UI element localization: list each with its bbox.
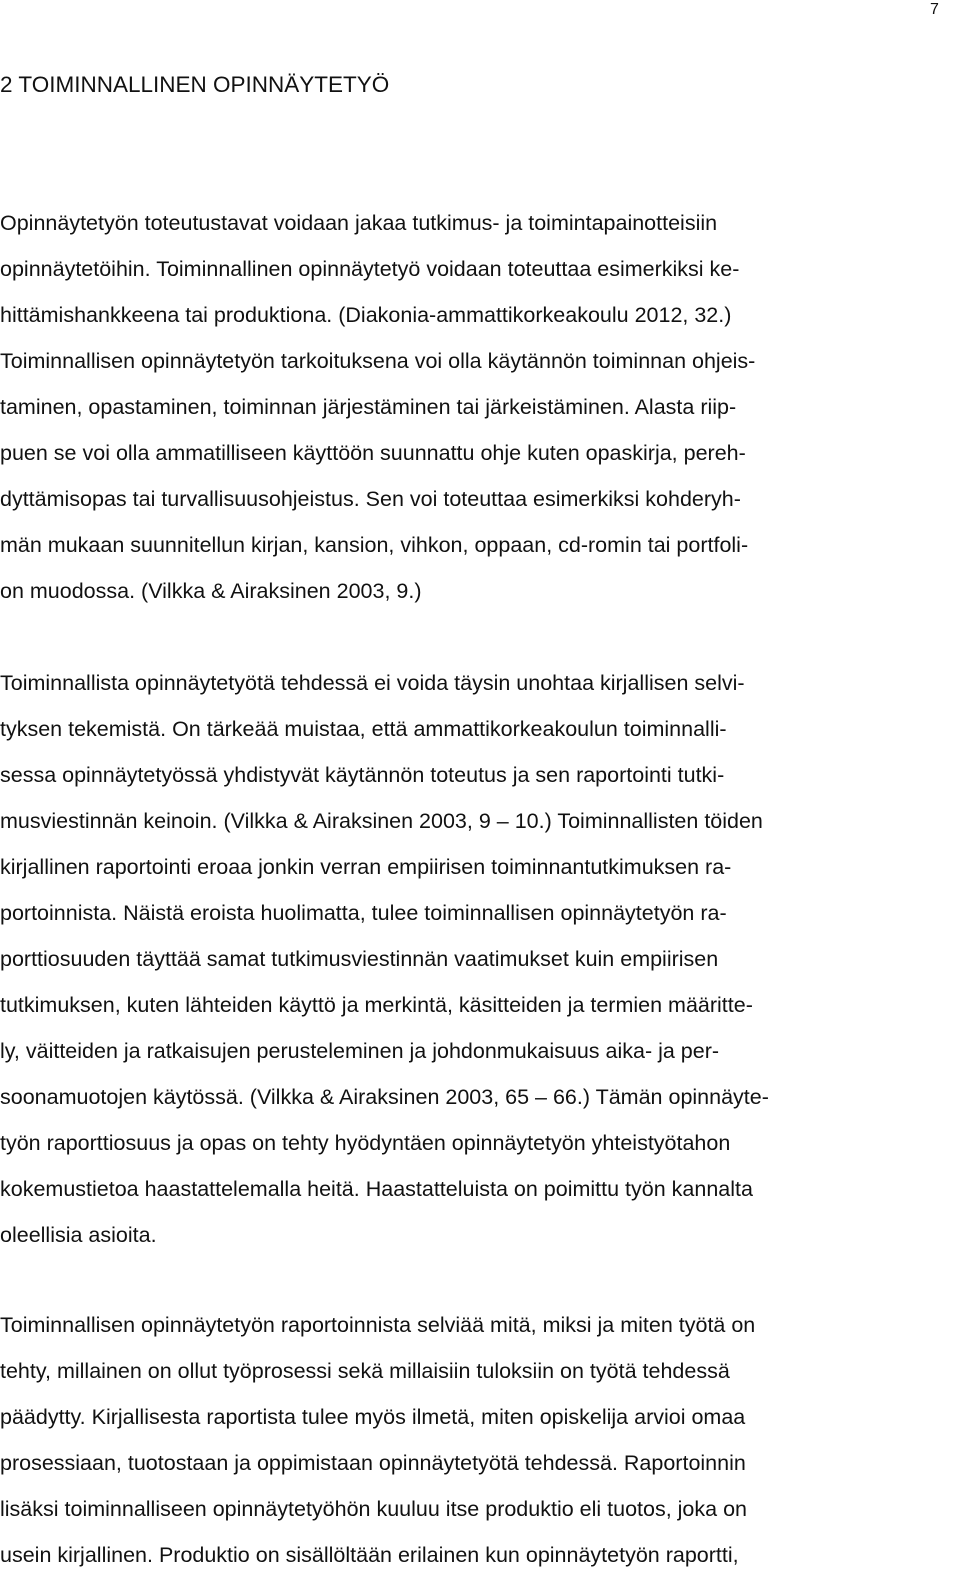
text-line: päädytty. Kirjallisesta raportista tulee myös ilmetä, miten opiskelija arvioi omaa [0,1405,746,1429]
text-line: on muodossa. (Vilkka & Airaksinen 2003, 9.) [0,579,422,603]
text-line: musviestinnän keinoin. (Vilkka & Airaksinen 2003, 9 – 10.) Toiminnallisten töiden [0,809,763,833]
text-line: työn raporttiosuus ja opas on tehty hyödyntäen opinnäytetyön yhteistyötahon [0,1131,731,1155]
text-line: kirjallinen raportointi eroaa jonkin verran empiirisen toiminnantutkimuksen ra- [0,855,732,879]
text-line: Toiminnallista opinnäytetyötä tehdessä ei voida täysin unohtaa kirjallisen selvi- [0,671,745,695]
text-line: tutkimuksen, kuten lähteiden käyttö ja merkintä, käsitteiden ja termien määritte- [0,993,753,1017]
text-line: oleellisia asioita. [0,1223,157,1247]
text-line: hittämishankkeena tai produktiona. (Diakonia-ammattikorkeakoulu 2012, 32.) [0,303,732,327]
text-line: porttiosuuden täyttää samat tutkimusviestinnän vaatimukset kuin empiirisen [0,947,719,971]
text-line: portoinnista. Näistä eroista huolimatta, tulee toiminnallisen opinnäytetyön ra- [0,901,727,925]
paragraph-2 [0,660,769,1258]
text-line: soonamuotojen käytössä. (Vilkka & Airaksinen 2003, 65 – 66.) Tämän opinnäyte- [0,1085,769,1109]
text-line: dyttämisopas tai turvallisuusohjeistus. Sen voi toteuttaa esimerkiksi kohderyh- [0,487,741,511]
text-line: tehty, millainen on ollut työprosessi sekä millaisiin tuloksiin on työtä tehdessä [0,1359,730,1383]
text-line: lisäksi toiminnalliseen opinnäytetyöhön kuuluu itse produktio eli tuotos, joka on [0,1497,747,1521]
text-line: puen se voi olla ammatilliseen käyttöön suunnattu ohje kuten opaskirja, pereh- [0,441,746,465]
text-line: män mukaan suunnitellun kirjan, kansion, vihkon, oppaan, cd-romin tai portfoli- [0,533,749,557]
text-line: ly, väitteiden ja ratkaisujen perusteleminen ja johdonmukaisuus aika- ja per- [0,1039,720,1063]
text-line: opinnäytetöihin. Toiminnallinen opinnäytetyö voidaan toteuttaa esimerkiksi ke- [0,257,740,281]
text-line: Opinnäytetyön toteutustavat voidaan jakaa tutkimus- ja toimintapainotteisiin [0,211,718,235]
text-line: Toiminnallisen opinnäytetyön tarkoituksena voi olla käytännön toiminnan ohjeis- [0,349,756,373]
text-line: taminen, opastaminen, toiminnan järjestäminen tai järkeistäminen. Alasta riip- [0,395,737,419]
paragraph-3 [0,1302,755,1578]
text-line: tyksen tekemistä. On tärkeää muistaa, että ammattikorkeakoulun toiminnalli- [0,717,727,741]
paragraph-1 [0,200,755,614]
chapter-heading: 2 TOIMINNALLINEN OPINNÄYTETYÖ [0,72,390,97]
text-line: usein kirjallinen. Produktio on sisällöltään erilainen kun opinnäytetyön raportti, [0,1543,739,1567]
text-line: kokemustietoa haastattelemalla heitä. Haastatteluista on poimittu työn kannalta [0,1177,753,1201]
text-line: prosessiaan, tuotostaan ja oppimistaan opinnäytetyötä tehdessä. Raportoinnin [0,1451,746,1475]
page-number: 7 [930,1,939,18]
text-line: Toiminnallisen opinnäytetyön raportoinnista selviää mitä, miksi ja miten työtä on [0,1313,756,1337]
text-line: sessa opinnäytetyössä yhdistyvät käytännön toteutus ja sen raportointi tutki- [0,763,725,787]
